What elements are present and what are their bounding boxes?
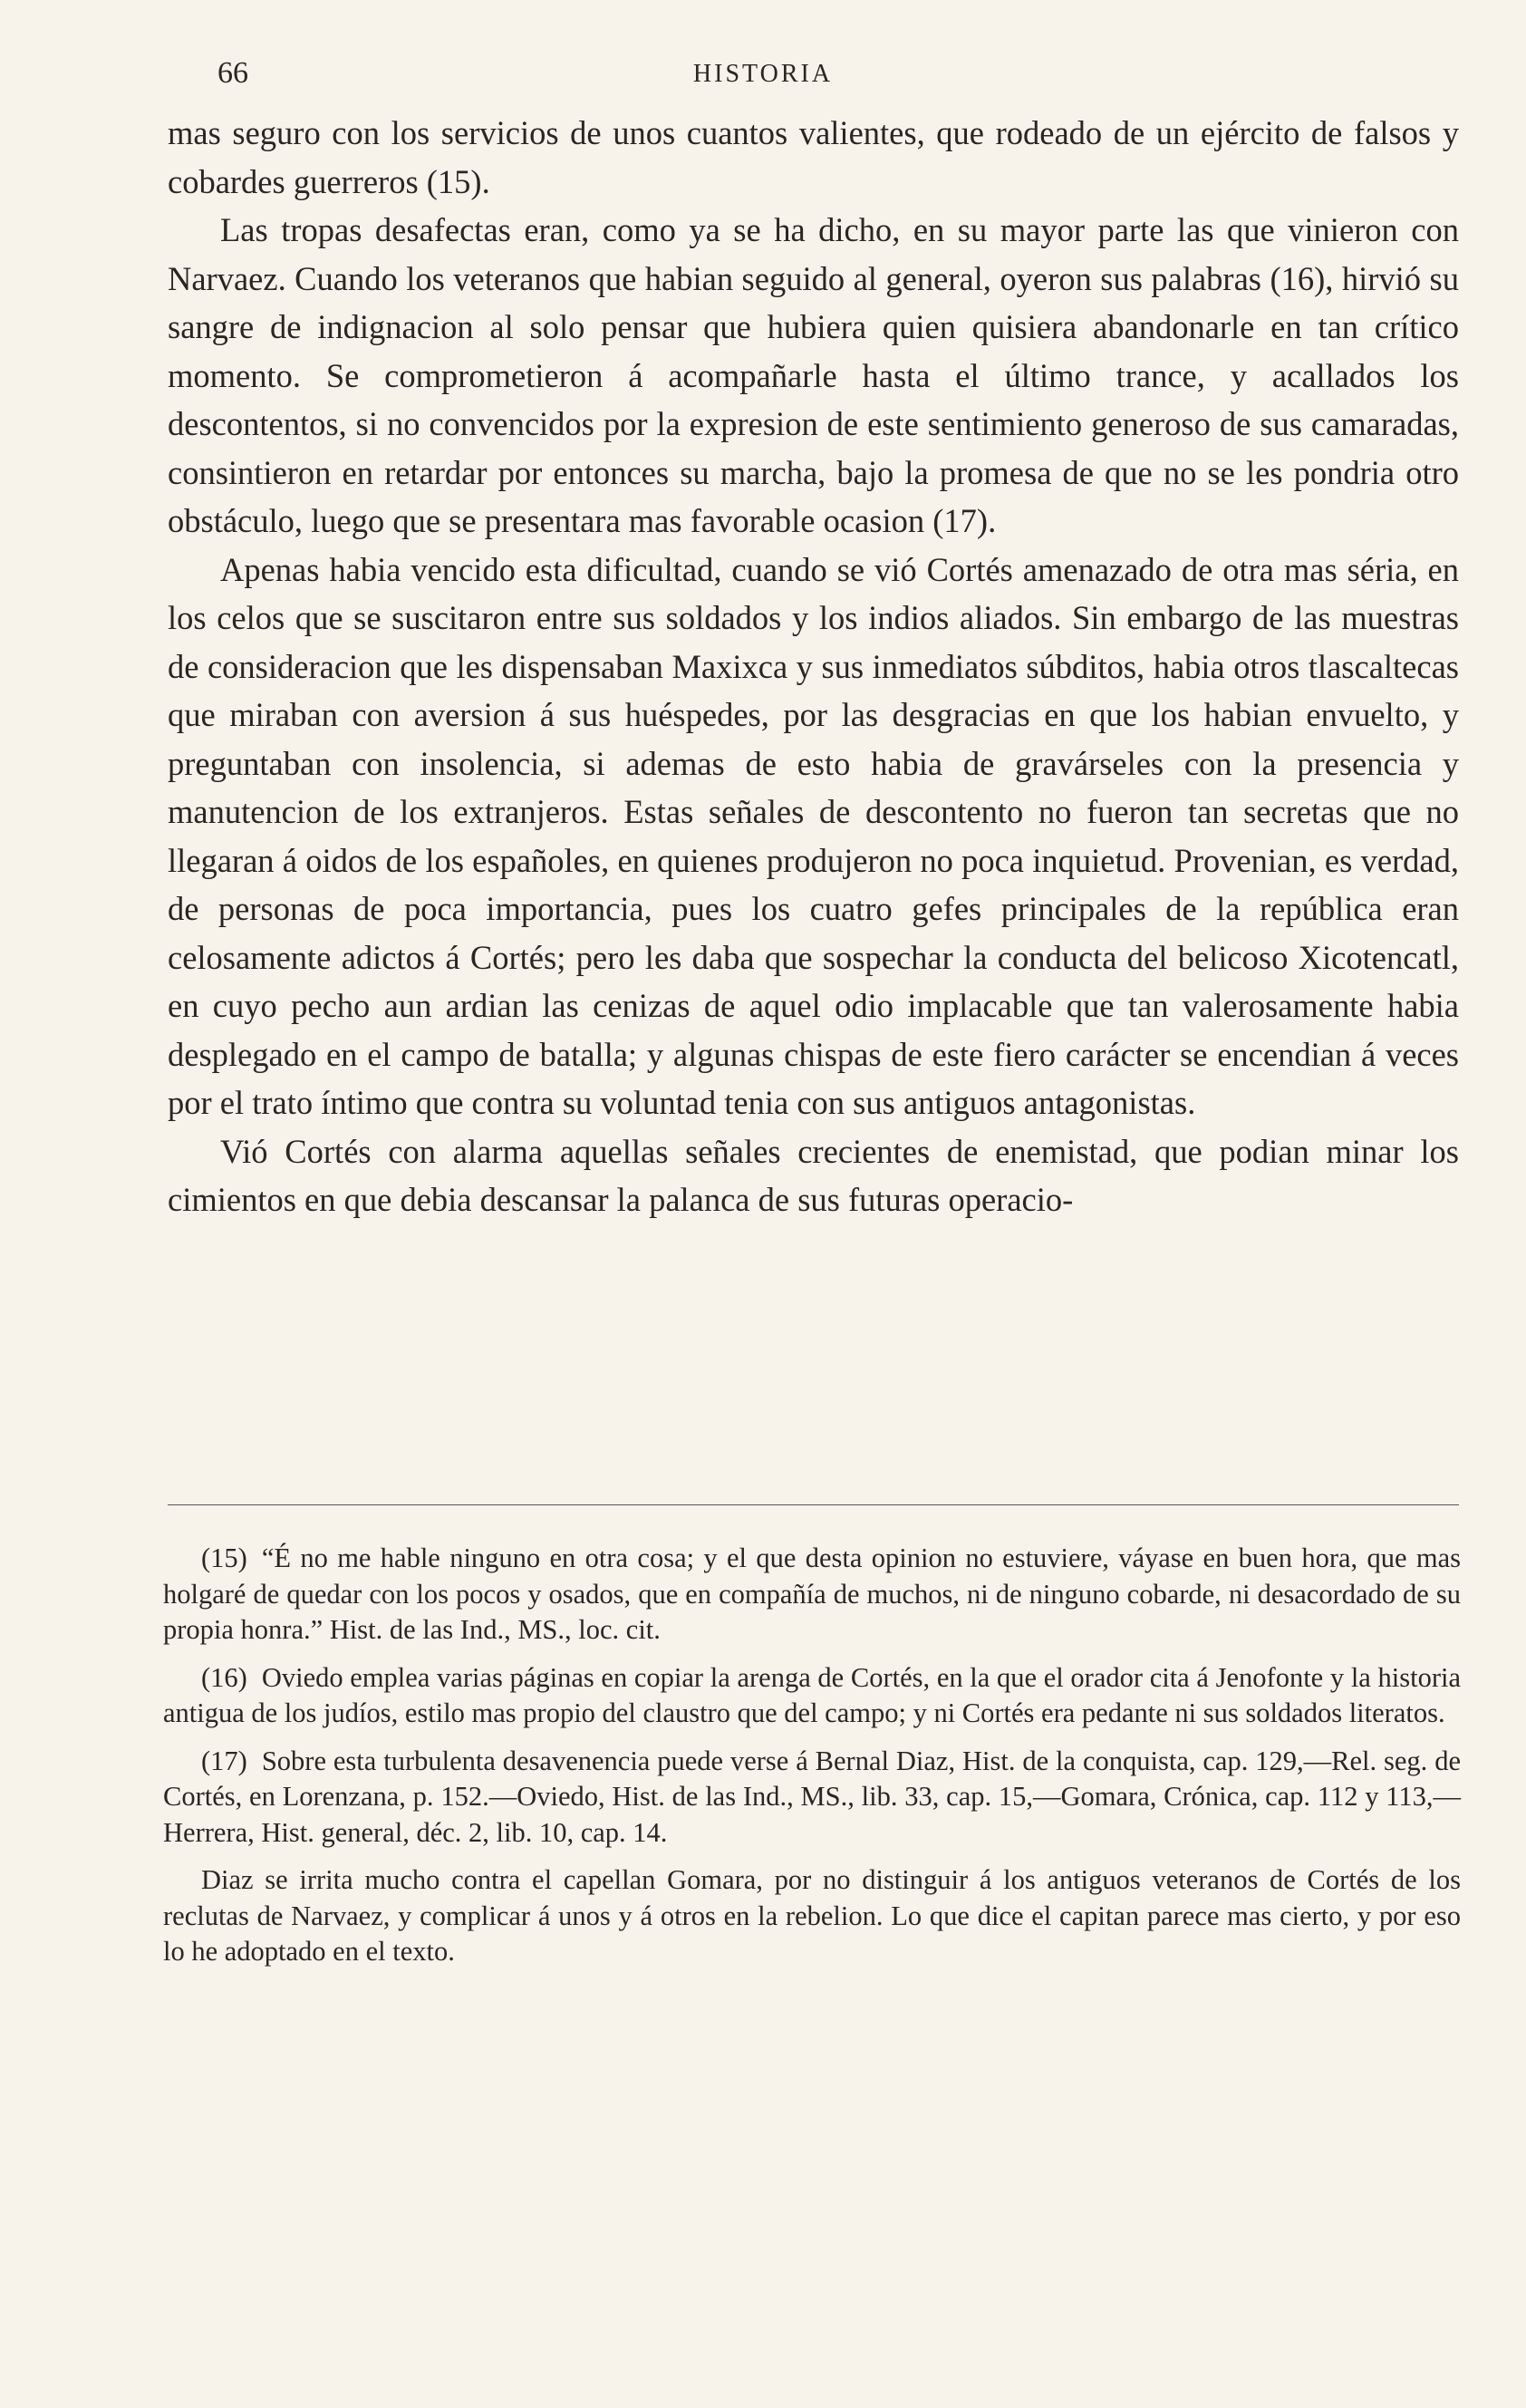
page-number: 66	[217, 56, 248, 90]
footnote-text: Oviedo emplea varias páginas en copiar la arenga de Cortés, en la que el orador cita á Jenofonte y la historia antigua de los judíos, estilo mas propio del claustro que del campo; y ni Cortés era pedante ni sus soldados literatos.	[163, 1661, 1461, 1728]
footnote-mark: (16)	[201, 1661, 247, 1693]
paragraph: Las tropas desafectas eran, como ya se ha dicho, en su mayor parte las que vinieron con Narvaez. Cuando los veteranos que habian seguido al general, oyeron sus palabras (16), hirvió su sangre de indignacion al solo pensar que hubiera quien quisiera abandonarle en tan crítico momento. Se comprometieron á acompañarle hasta el último trance, y acallados los descontentos, si no convencidos por la expresion de este sentimiento generoso de sus camaradas, consintieron en retardar por entonces su marcha, bajo la promesa de que no se les pondria otro obstáculo, luego que se presentara mas favorable ocasion (17).	[168, 211, 1459, 539]
page-header	[0, 56, 1526, 111]
paragraph: Apenas habia vencido esta dificultad, cuando se vió Cortés amenazado de otra mas séria, en los celos que se suscitaron entre sus soldados y los indios aliados. Sin embargo de las muestras de consideracion que les dispensaban Maxixca y sus inmediatos súbditos, habia otros tlascaltecas que miraban con aversion á sus huéspedes, por las desgracias en que los habian envuelto, y preguntaban con insolencia, si ademas de esto habia de gravárseles con la presencia y manutencion de los extranjeros. Estas señales de descontento no fueron tan secretas que no llegaran á oidos de los españoles, en quienes produjeron no poca inquietud. Provenian, es verdad, de personas de poca importancia, pues los cuatro gefes principales de la república eran celosamente adictos á Cortés; pero les daba que sospechar la conducta del belicoso Xicotencatl, en cuyo pecho aun ardian las cenizas de aquel odio implacable que tan valerosamente habia desplegado en el campo de batalla; y algunas chispas de este fiero carácter se encendian á veces por el trato íntimo que contra su voluntad tenia con sus antiguos antagonistas.	[168, 550, 1459, 1121]
footnote-15	[163, 1541, 1461, 1649]
footnote-17-continuation	[163, 1862, 1461, 1970]
footnotes	[163, 1541, 1461, 1982]
footnote-16	[163, 1660, 1461, 1732]
footnote-17	[163, 1744, 1461, 1852]
footnote-divider	[168, 1504, 1459, 1505]
running-head: HISTORIA	[692, 60, 834, 88]
paragraph: Vió Cortés con alarma aquellas señales crecientes de enemistad, que podian minar los cimientos en que debia descansar la palanca de sus futuras operacio-	[168, 1132, 1459, 1218]
footnote-text: “É no me hable ninguno en otra cosa; y el que desta opinion no estuviere, váyase en buen hora, que mas holgaré de quedar con los pocos y osados, que en compañía de muchos, ni de ninguno cobarde, ni desacordado de su propia honra.” Hist. de las Ind., MS., loc. cit.	[163, 1542, 1461, 1645]
footnote-text: Sobre esta turbulenta desavenencia puede verse á Bernal Diaz, Hist. de la conquista, cap. 129,—Rel. seg. de Cortés, en Lorenzana, p. 152.—Oviedo, Hist. de las Ind., MS., lib. 33, cap. 15,—Gomara, Crónica, cap. 112 y 113,—Herrera, Hist. general, déc. 2, lib. 10, cap. 14.	[163, 1745, 1461, 1848]
footnote-mark: (17)	[201, 1745, 247, 1776]
body-text	[168, 109, 1459, 1224]
footnote-text: Diaz se irrita mucho contra el capellan Gomara, por no distinguir á los antiguos veteranos de Cortés de los reclutas de Narvaez, y complicar á unos y á otros en la rebelion. Lo que dice el capitan parece mas cierto, y por eso lo he adoptado en el texto.	[163, 1864, 1461, 1967]
footnote-mark: (15)	[201, 1542, 247, 1573]
paragraph-continuation: mas seguro con los servicios de unos cuantos valientes, que rodeado de un ejército de falsos y cobardes guerreros (15).	[168, 114, 1459, 200]
